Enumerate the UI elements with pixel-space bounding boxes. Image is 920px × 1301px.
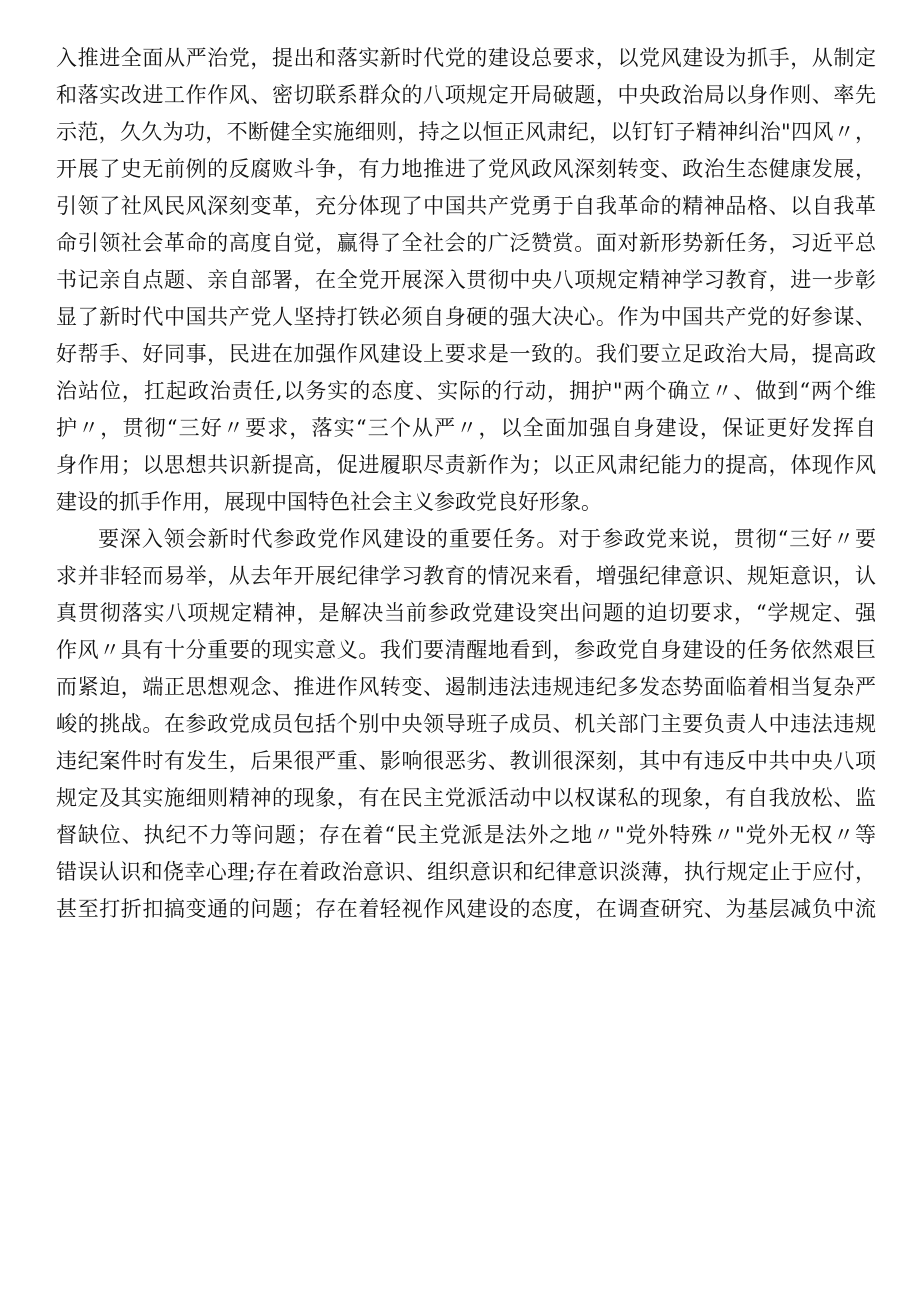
text-line: 书记亲自点题、亲自部署，在全党开展深入贯彻中央八项规定精神学习教育，进一步彰 <box>56 268 876 292</box>
paragraph-2 <box>56 521 876 928</box>
text-line: 护〃，贯彻“三好〃要求，落实“三个从严〃，以全面加强自身建设，保证更好发挥自 <box>56 416 876 440</box>
text-line: 作风〃具有十分重要的现实意义。我们要清醒地看到，参政党自身建设的任务依然艰巨 <box>56 638 876 662</box>
text-line: 甚至打折扣搞变通的问题；存在着轻视作风建设的态度，在调查研究、为基层减负中流 <box>56 897 876 921</box>
text-line: 和落实改进工作作风、密切联系群众的八项规定开局破题，中央政治局以身作则、率先 <box>56 83 876 107</box>
text-line: 示范，久久为功，不断健全实施细则，持之以恒正风肃纪，以钉钉子精神纠治"四风〃， <box>56 120 876 144</box>
text-line: 求并非轻而易举，从去年开展纪律学习教育的情况来看，增强纪律意识、规矩意识，认 <box>56 564 876 588</box>
text-line: 入推进全面从严治党，提出和落实新时代党的建设总要求，以党风建设为抓手，从制定 <box>56 46 876 70</box>
text-line: 建设的抓手作用，展现中国特色社会主义参政党良好形象。 <box>56 490 602 514</box>
text-line: 治站位，扛起政治责任,以务实的态度、实际的行动，拥护"两个确立〃、做到“两个维 <box>56 379 876 403</box>
text-line: 而紧迫，端正思想观念、推进作风转变、遏制违法违规违纪多发态势面临着相当复杂严 <box>56 675 876 699</box>
text-line: 好帮手、好同事，民进在加强作风建设上要求是一致的。我们要立足政治大局，提高政 <box>56 342 876 366</box>
text-line: 命引领社会革命的高度自觉，赢得了全社会的广泛赞赏。面对新形势新任务，习近平总 <box>56 231 876 255</box>
text-line: 显了新时代中国共产党人坚持打铁必须自身硬的强大决心。作为中国共产党的好参谋、 <box>56 305 876 329</box>
text-line: 身作用；以思想共识新提高，促进履职尽责新作为；以正风肃纪能力的提高，体现作风 <box>56 453 876 477</box>
document-page <box>56 40 876 928</box>
text-line: 要深入领会新时代参政党作风建设的重要任务。对于参政党来说，贯彻“三好〃要 <box>98 527 876 551</box>
text-line: 引领了社风民风深刻变革，充分体现了中国共产党勇于自我革命的精神品格、以自我革 <box>56 194 876 218</box>
text-line: 开展了史无前例的反腐败斗争，有力地推进了党风政风深刻转变、政治生态健康发展， <box>56 157 876 181</box>
text-line: 督缺位、执纪不力等问题；存在着“民主党派是法外之地〃"党外特殊〃"党外无权〃等 <box>56 823 876 847</box>
text-line: 规定及其实施细则精神的现象，有在民主党派活动中以权谋私的现象，有自我放松、监 <box>56 786 876 810</box>
text-line: 真贯彻落实八项规定精神，是解决当前参政党建设突出问题的迫切要求，“学规定、强 <box>56 601 876 625</box>
text-line: 错误认识和侥幸心理;存在着政治意识、组织意识和纪律意识淡薄，执行规定止于应付， <box>56 860 876 884</box>
text-line: 违纪案件时有发生，后果很严重、影响很恶劣、教训很深刻，其中有违反中共中央八项 <box>56 749 876 773</box>
paragraph-1 <box>56 40 876 521</box>
text-line: 峻的挑战。在参政党成员包括个别中央领导班子成员、机关部门主要负责人中违法违规 <box>56 712 876 736</box>
